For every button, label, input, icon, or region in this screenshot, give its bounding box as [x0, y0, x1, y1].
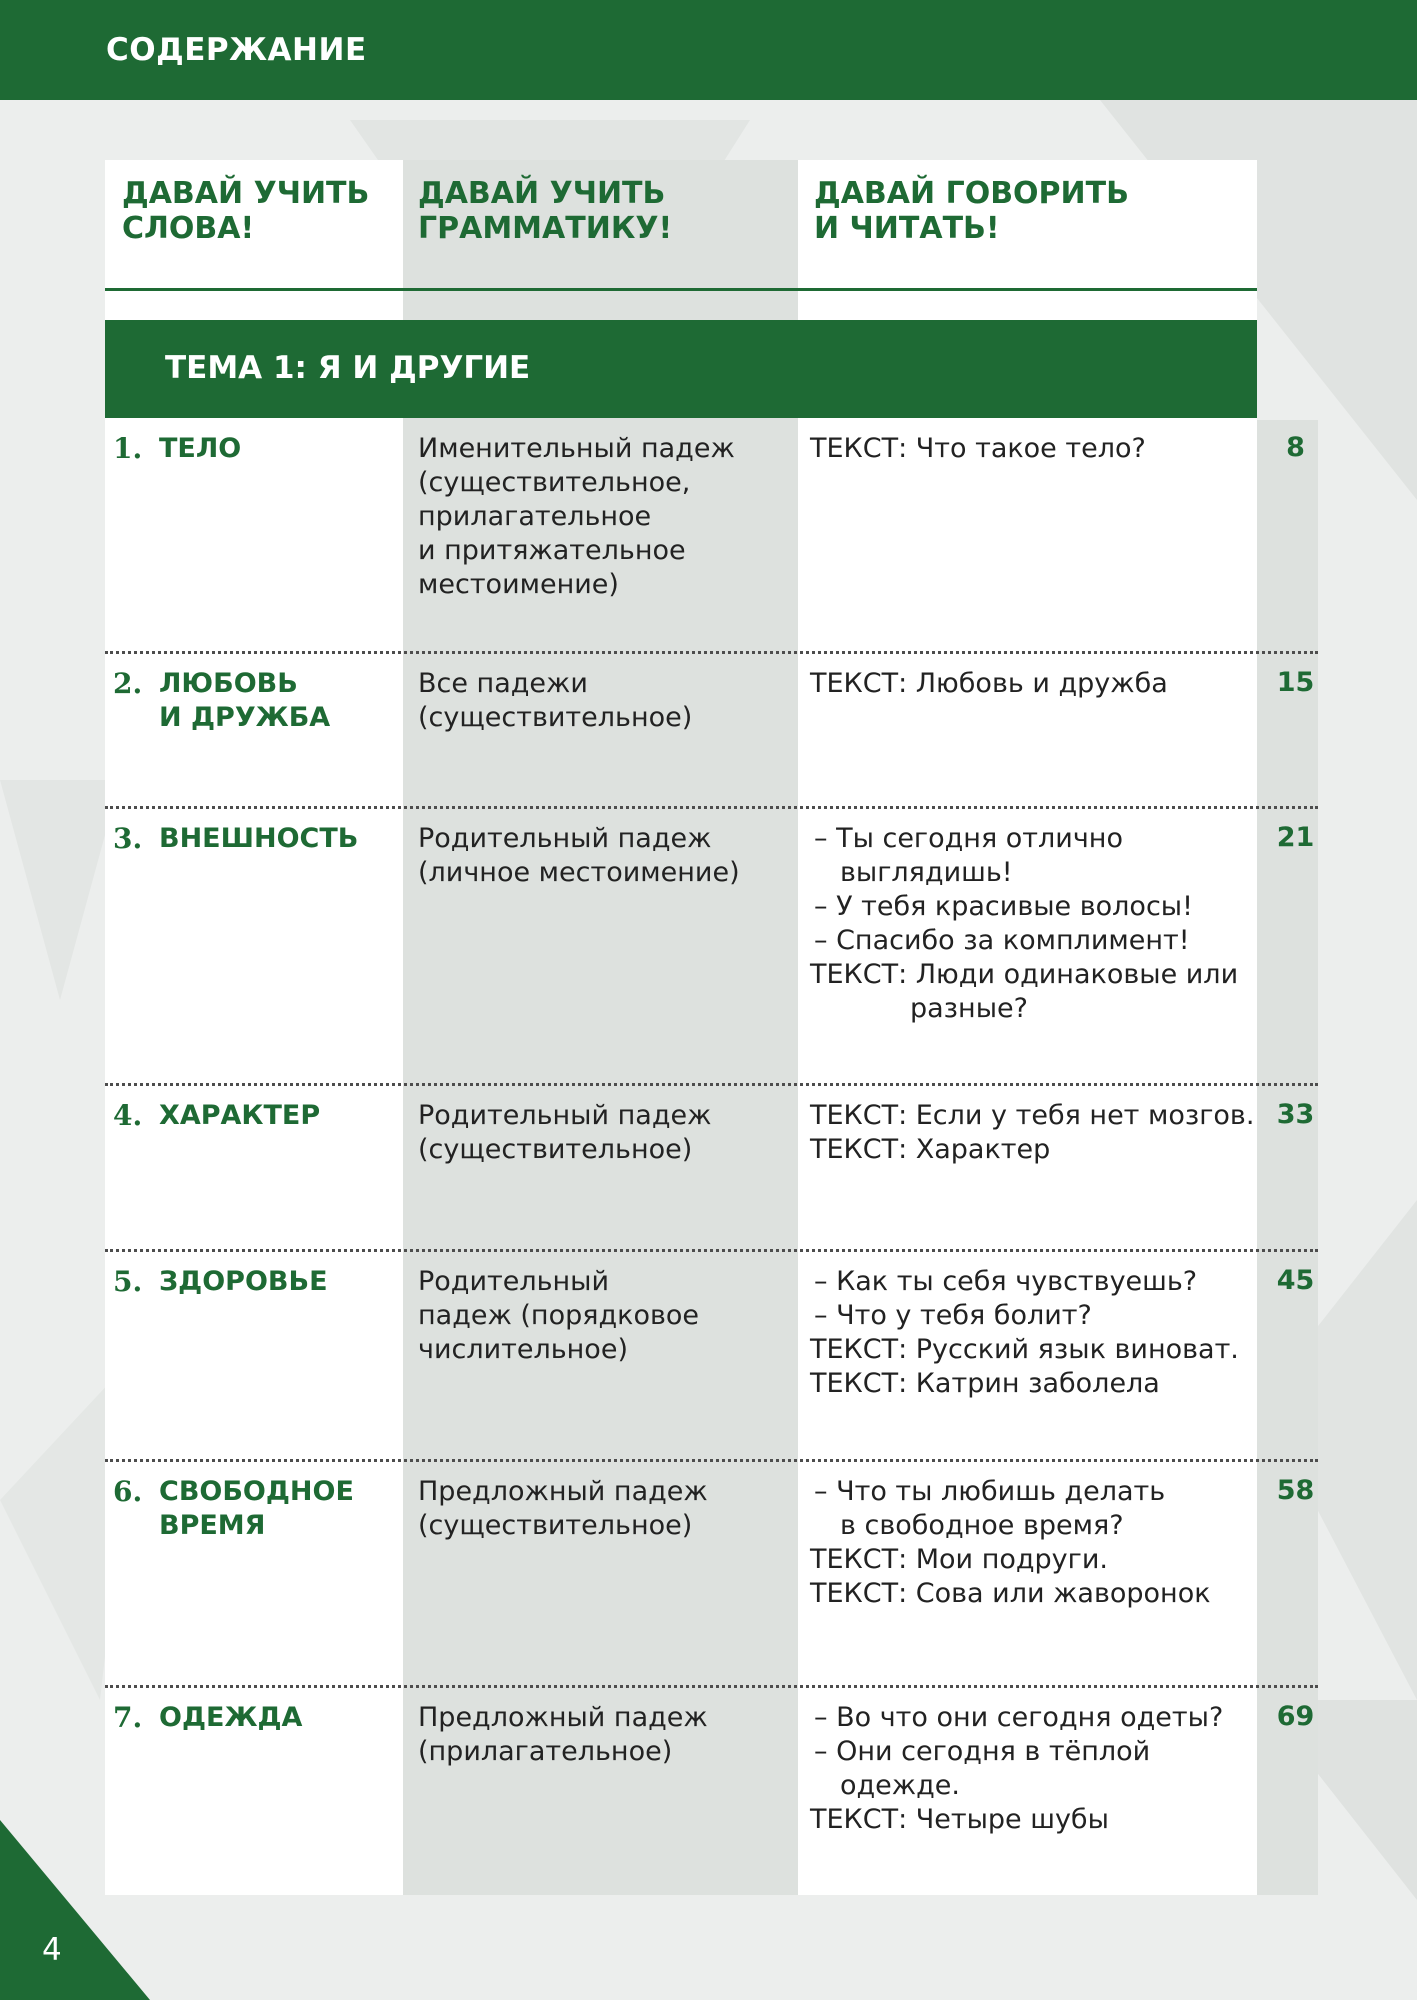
column-heading-grammar: ДАВАЙ УЧИТЬ ГРАММАТИКУ!	[418, 176, 673, 246]
row-page-number: 69	[1276, 1701, 1315, 1732]
row-grammar: Предложный падеж (существительное)	[418, 1476, 708, 1541]
row-divider	[105, 651, 1318, 654]
row-number: 2.	[113, 667, 143, 700]
row-page-number: 15	[1276, 667, 1315, 698]
row-divider	[105, 1685, 1318, 1688]
row-grammar: Родительный падеж (личное местоимение)	[418, 823, 740, 888]
heading-underline	[105, 288, 1257, 291]
page-title: СОДЕРЖАНИЕ	[106, 32, 367, 68]
theme-bar	[105, 320, 1257, 418]
row-topic: ЗДОРОВЬЕ	[159, 1266, 328, 1297]
column-grammar-bg	[403, 160, 798, 1895]
row-number: 6.	[113, 1475, 143, 1508]
row-divider	[105, 1083, 1318, 1086]
row-topic: СВОБОДНОЕ ВРЕМЯ	[159, 1476, 354, 1541]
column-talk-bg	[798, 160, 1257, 1895]
row-page-number: 33	[1276, 1099, 1315, 1130]
row-talk: ТЕКСТ: Если у тебя нет мозгов. ТЕКСТ: Характер	[810, 1100, 1255, 1165]
corner-triangle	[0, 1820, 150, 2000]
row-grammar: Именительный падеж (существительное, прилагательное и притяжательное местоимение)	[418, 433, 735, 600]
row-number: 1.	[113, 432, 143, 465]
row-divider	[105, 1459, 1318, 1462]
row-grammar: Предложный падеж (прилагательное)	[418, 1702, 708, 1767]
row-talk: – Во что они сегодня одеты? – Они сегодня в тёплой одежде. ТЕКСТ: Четыре шубы	[810, 1702, 1224, 1835]
row-talk: ТЕКСТ: Любовь и дружба	[810, 668, 1168, 699]
page-number: 4	[42, 1932, 62, 1968]
column-heading-talk: ДАВАЙ ГОВОРИТЬ И ЧИТАТЬ!	[814, 176, 1129, 246]
row-talk: – Как ты себя чувствуешь? – Что у тебя болит? ТЕКСТ: Русский язык виноват. ТЕКСТ: Катрин заболела	[810, 1266, 1239, 1399]
row-page-number: 8	[1286, 432, 1305, 463]
row-number: 3.	[113, 822, 143, 855]
row-topic: ОДЕЖДА	[159, 1702, 303, 1733]
row-topic: ЛЮБОВЬ И ДРУЖБА	[159, 668, 331, 733]
row-number: 7.	[113, 1701, 143, 1734]
row-topic: ВНЕШНОСТЬ	[159, 823, 359, 854]
row-grammar: Родительный падеж (порядковое числительное)	[418, 1266, 700, 1365]
row-talk: – Что ты любишь делать в свободное время? ТЕКСТ: Мои подруги. ТЕКСТ: Сова или жаворонок	[810, 1476, 1211, 1609]
row-grammar: Все падежи (существительное)	[418, 668, 693, 733]
row-page-number: 21	[1276, 822, 1315, 853]
row-page-number: 45	[1276, 1265, 1315, 1296]
row-number: 4.	[113, 1099, 143, 1132]
theme-title: ТЕМА 1: Я И ДРУГИЕ	[165, 350, 531, 386]
row-talk: ТЕКСТ: Что такое тело?	[810, 433, 1146, 464]
row-divider	[105, 1249, 1318, 1252]
row-page-number: 58	[1276, 1475, 1315, 1506]
column-page-bg	[1257, 420, 1318, 1895]
row-topic: ТЕЛО	[159, 433, 242, 464]
header-bar	[0, 0, 1417, 100]
row-divider	[105, 806, 1318, 809]
column-heading-words: ДАВАЙ УЧИТЬ СЛОВА!	[122, 176, 370, 246]
row-talk: – Ты сегодня отлично выглядишь! – У тебя красивые волосы! – Спасибо за комплимент! ТЕКСТ: Люди одинаковые или разные?	[810, 823, 1239, 1024]
column-words-bg	[105, 160, 403, 1895]
row-number: 5.	[113, 1265, 143, 1298]
row-grammar: Родительный падеж (существительное)	[418, 1100, 712, 1165]
row-topic: ХАРАКТЕР	[159, 1100, 321, 1131]
